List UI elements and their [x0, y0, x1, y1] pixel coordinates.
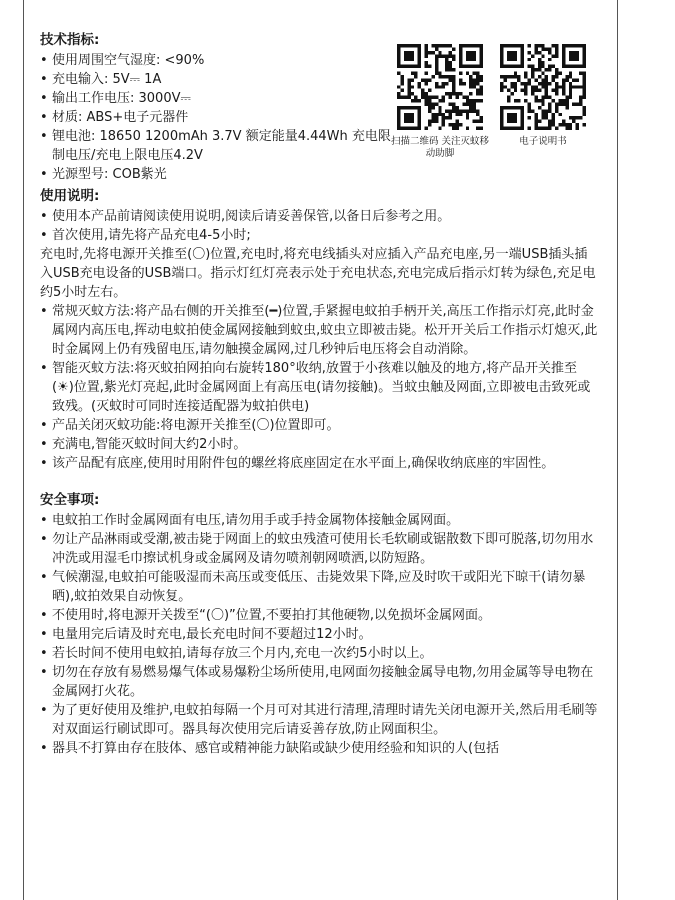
safety-item: • 切勿在存放有易燃易爆气体或易爆粉尘场所使用,电网面勿接触金属导电物,勿用金属等导电物在金属网打火花。	[40, 663, 598, 701]
specs-heading: 技术指标:	[40, 32, 100, 48]
safety-item: • 不使用时,将电源开关拨至“(〇)”位置,不要拍打其他硬物,以免损坏金属网面。	[40, 606, 598, 625]
usage-item: 充电时,先将电源开关推至(〇)位置,充电时,将充电线插头对应插入产品充电座,另一端USB插头插入USB充电设备的USB端口。指示灯红灯亮表示处于充电状态,充电完成后指示灯转为绿色,充足电约5小时左右。	[40, 247, 596, 300]
safety-item: • 为了更好使用及维护,电蚊拍每隔一个月可对其进行清理,清理时请先关闭电源开关,然后用毛刷等对双面运行刷试即可。器具每次使用完后请妥善存放,防止网面积尘。	[40, 701, 598, 739]
usage-heading: 使用说明:	[40, 188, 100, 204]
usage-item: • 常规灭蚊方法:将产品右侧的开关推至(━)位置,手紧握电蚊拍手柄开关,高压工作指示灯亮,此时金属网内高压电,挥动电蚊拍使金属网接触到蚊虫,蚊虫立即被击毙。松开开关后工作指示灯熄灭,此时金属网上仍有残留电压,请勿触摸金属网,过几秒钟后电压将会自动消除。	[40, 302, 598, 359]
safety-item: • 若长时间不使用电蚊拍,请每存放三个月内,充电一次约5小时以上。	[40, 644, 598, 663]
specs-section	[40, 30, 598, 184]
manual-content	[40, 28, 598, 758]
qr-code-icon	[500, 44, 586, 130]
safety-item: • 电量用完后请及时充电,最长充电时间不要超过12小时。	[40, 625, 598, 644]
usage-list	[40, 207, 598, 473]
usage-item: • 智能灭蚊方法:将灭蚊拍网拍向右旋转180°收纳,放置于小孩难以触及的地方,将产品开关推至(☀)位置,紫光灯亮起,此时金属网面上有高压电(请勿接触)。当蚊虫触及网面,立即被电击致死或致残。(灭蚊时可同时连接适配器为蚊拍供电)	[40, 359, 598, 416]
spec-item: • 光源型号: COB紫光	[40, 165, 395, 184]
qr-caption-left: 扫描二维码 关注灭蚊移动助脚	[390, 136, 490, 159]
page-right-edge	[617, 0, 618, 900]
page-left-edge	[23, 0, 24, 900]
spec-item: • 使用周围空气湿度: <90%	[40, 51, 395, 70]
spec-item: • 充电输入: 5V⎓ 1A	[40, 70, 395, 89]
usage-item: • 充满电,智能灭蚊时间大约2小时。	[40, 435, 598, 454]
qr-code-icon	[397, 44, 483, 130]
usage-section	[40, 186, 598, 473]
specs-list	[40, 51, 395, 184]
safety-item: • 气候潮湿,电蚊拍可能吸湿而未高压或变低压、击毙效果下降,应及时吹干或阳光下晾干(请勿暴晒),蚊拍效果自动恢复。	[40, 568, 598, 606]
safety-list	[40, 511, 598, 758]
spec-item: • 材质: ABS+电子元器件	[40, 108, 395, 127]
spec-item: • 输出工作电压: 3000V⎓	[40, 89, 395, 108]
safety-section	[40, 490, 598, 758]
spec-item: • 锂电池: 18650 1200mAh 3.7V 额定能量4.44Wh 充电限制电压/充电上限电压4.2V	[40, 127, 395, 165]
usage-item: • 该产品配有底座,使用时用附件包的螺丝将底座固定在水平面上,确保收纳底座的牢固性。	[40, 454, 598, 473]
qr-caption-right: 电子说明书	[519, 136, 567, 147]
safety-item: • 勿让产品淋雨或受潮,被击毙于网面上的蚊虫残渣可使用长毛软刷或锯散数下即可脱落,切勿用水冲洗或用湿毛巾擦试机身或金属网及请勿喷剂朝网喷洒,以防短路。	[40, 530, 598, 568]
safety-item: • 电蚊拍工作时金属网面有电压,请勿用手或手持金属物体接触金属网面。	[40, 511, 598, 530]
qr-codes	[390, 44, 612, 194]
usage-item: • 产品关闭灭蚊功能:将电源开关推至(〇)位置即可。	[40, 416, 598, 435]
usage-item: • 使用本产品前请阅读使用说明,阅读后请妥善保管,以备日后参考之用。	[40, 207, 598, 226]
usage-item: • 首次使用,请先将产品充电4-5小时;	[40, 226, 598, 245]
safety-heading: 安全事项:	[40, 492, 100, 508]
safety-item: • 器具不打算由存在肢体、感官或精神能力缺陷或缺少使用经验和知识的人(包括	[40, 739, 598, 758]
